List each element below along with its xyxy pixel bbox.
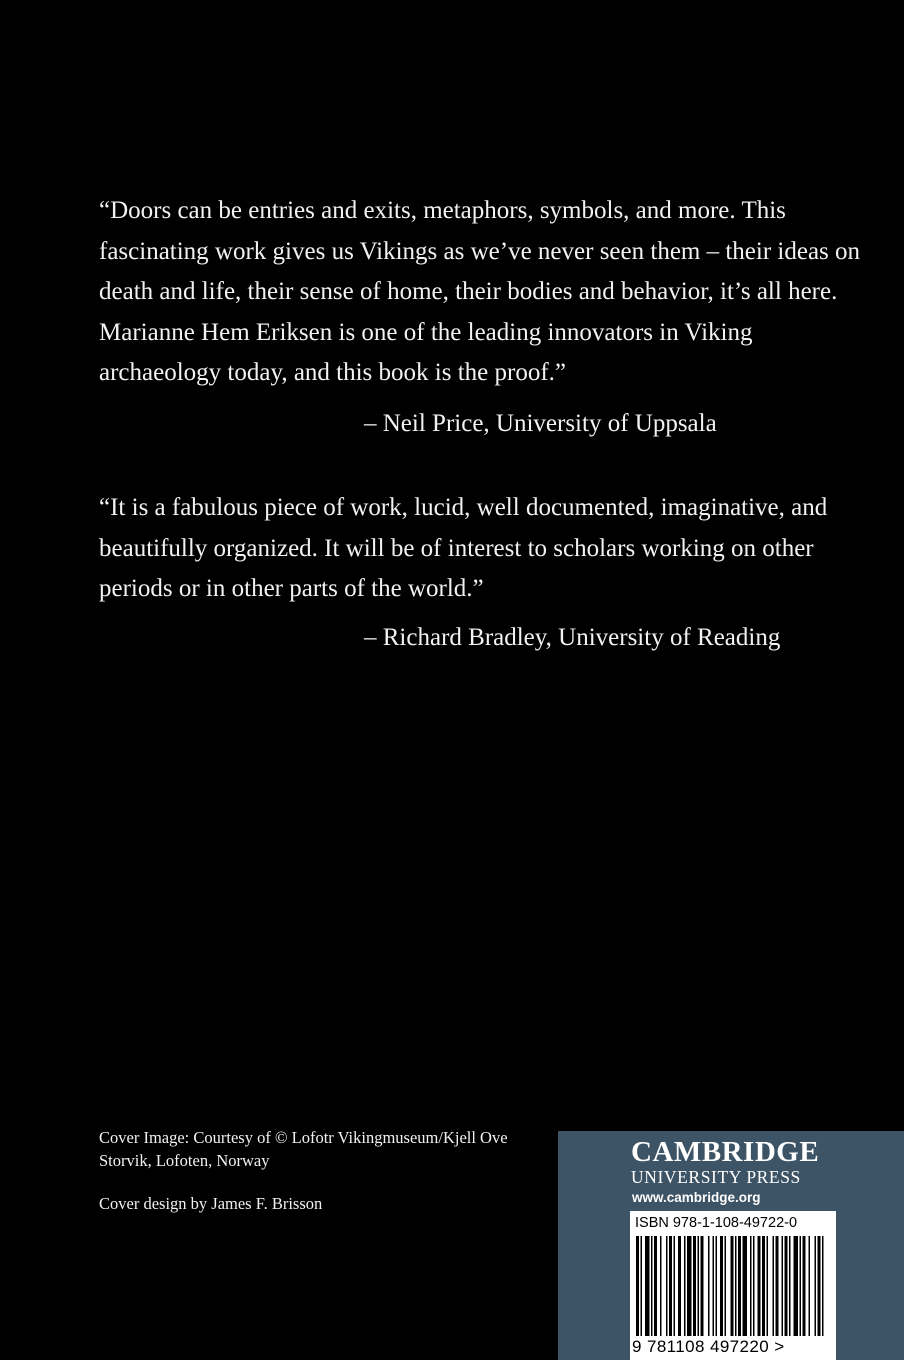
cover-design-credit: Cover design by James F. Brisson bbox=[99, 1194, 323, 1213]
barcode-bars bbox=[636, 1236, 830, 1336]
barcode-label bbox=[630, 1211, 836, 1360]
quote-richard-bradley: “It is a fabulous piece of work, lucid, well documented, imaginative, and beautifully organized. It will be of interest to scholars working on other periods or in other parts of the world.” bbox=[99, 494, 828, 602]
attribution-richard-bradley: – Richard Bradley, University of Reading bbox=[364, 624, 781, 651]
cover-image-credit: Cover Image: Courtesy of © Lofotr Vikingmuseum/Kjell Ove Storvik, Lofoten, Norway bbox=[99, 1128, 508, 1170]
barcode-number: 9 781108 497220 > bbox=[632, 1337, 785, 1356]
publisher-panel bbox=[558, 1131, 904, 1360]
isbn-text: ISBN 978-1-108-49722-0 bbox=[635, 1215, 798, 1231]
publisher-subtitle: UNIVERSITY PRESS bbox=[631, 1167, 801, 1187]
attribution-neil-price: – Neil Price, University of Uppsala bbox=[364, 410, 717, 437]
publisher-logo-name: CAMBRIDGE bbox=[631, 1136, 820, 1168]
publisher-url: www.cambridge.org bbox=[632, 1190, 761, 1205]
quote-neil-price: “Doors can be entries and exits, metaphors, symbols, and more. This fascinating work gives us Vikings as we’ve never seen them – their ideas on death and life, their sense of home, their bodies and behavior, it’s all here. Marianne Hem Eriksen is one of the leading innovators in Viking archaeology today, and this book is the proof.” bbox=[99, 197, 861, 386]
